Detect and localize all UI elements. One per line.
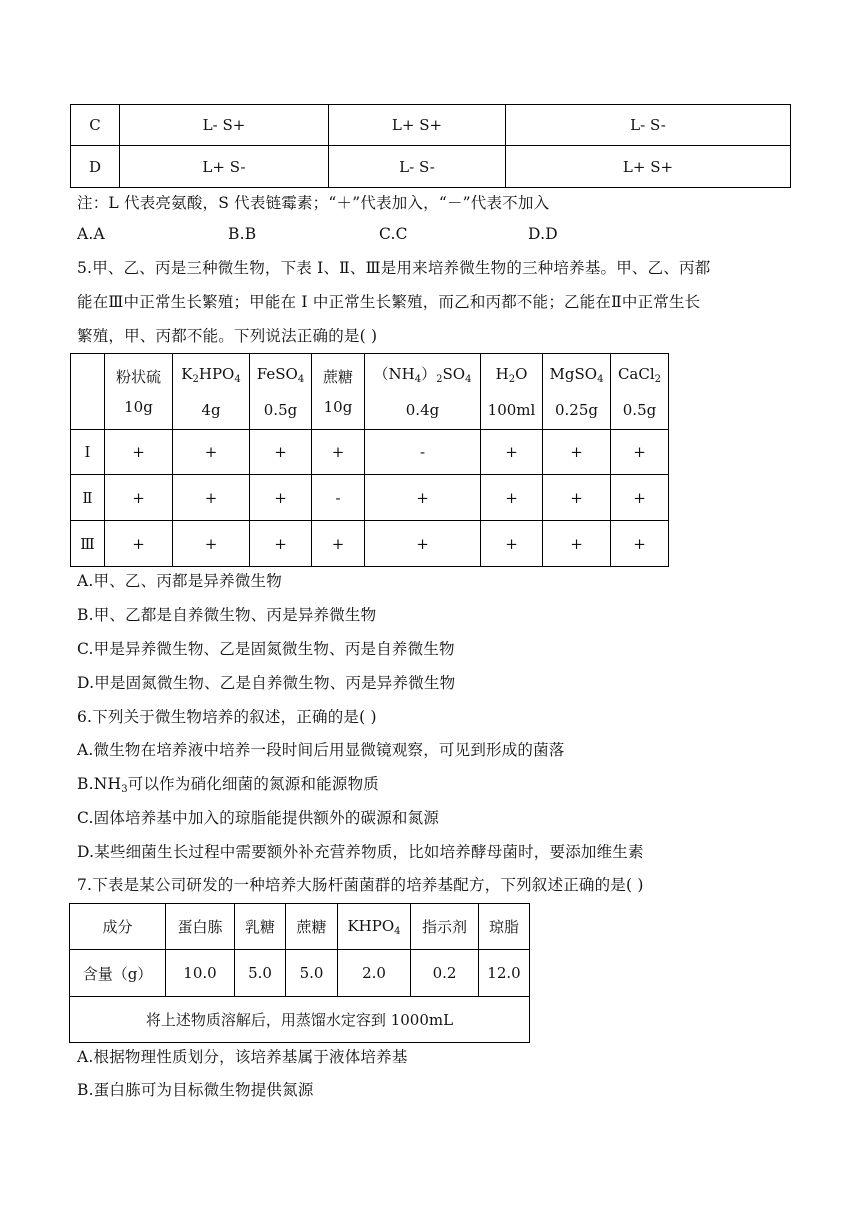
table-cell: 2.0	[338, 950, 411, 997]
table-cell: +	[105, 430, 173, 475]
header-cell: FeSO$_4$ 0.5g	[250, 354, 312, 430]
table-cell: L- S-	[329, 146, 506, 188]
table-cell: +	[105, 521, 173, 567]
row-label: Ⅱ	[71, 475, 105, 521]
table-row	[71, 475, 669, 521]
header-cell: 指示剂	[411, 904, 479, 950]
table-cell: +	[173, 475, 250, 521]
option-a: A.A	[77, 225, 105, 243]
header-cell: $(NH_4)_2SO_4$ 0.4g	[365, 354, 481, 430]
table-cell: -	[365, 430, 481, 475]
table-cell: 5.0	[235, 950, 286, 997]
table-cell: +	[481, 475, 543, 521]
option-b: B.B	[228, 225, 257, 243]
header-cell: $KHPO_4$	[338, 904, 411, 950]
table-cell: C	[71, 105, 120, 146]
header-cell: 蛋白胨	[166, 904, 235, 950]
table-cell: L+ S-	[120, 146, 329, 188]
table-cell: 5.0	[286, 950, 338, 997]
q5-option-c: C.甲是异养微生物、乙是固氮微生物、丙是自养微生物	[77, 640, 455, 658]
table-cell: L+ S+	[506, 146, 791, 188]
table-cell: D	[71, 146, 120, 188]
table-cell: +	[250, 521, 312, 567]
option-c: C.C	[379, 225, 408, 243]
table-cell: +	[611, 475, 669, 521]
table-cell: +	[250, 430, 312, 475]
q7-option-a: A.根据物理性质划分，该培养基属于液体培养基	[77, 1048, 408, 1066]
q4-options	[77, 225, 558, 243]
table-cell: L- S+	[120, 105, 329, 146]
q6-option-b: $B.NH_3$可以作为硝化细菌的氮源和能源物质	[77, 775, 379, 795]
row-label: Ⅰ	[71, 430, 105, 475]
header-cell: 乳糖	[235, 904, 286, 950]
table-cell: +	[543, 430, 611, 475]
table-cell: +	[173, 521, 250, 567]
row-label: 含量（g）	[70, 950, 166, 997]
header-cell: 成分	[70, 904, 166, 950]
table-cell: +	[481, 430, 543, 475]
table-cell: L+ S+	[329, 105, 506, 146]
q5-medium-table	[70, 353, 669, 567]
q5-option-d: D.甲是固氮微生物、乙是自养微生物、丙是异养微生物	[77, 674, 456, 692]
table-cell: +	[105, 475, 173, 521]
table-cell: +	[365, 521, 481, 567]
table-footer: 将上述物质溶解后，用蒸馏水定容到 1000mL	[70, 997, 530, 1043]
table-cell: +	[543, 521, 611, 567]
table-cell: -	[312, 475, 365, 521]
table-cell: +	[611, 521, 669, 567]
table-row	[70, 950, 530, 997]
q5-stem-line1: 5.甲、乙、丙是三种微生物，下表 I、Ⅱ、Ⅲ是用来培养微生物的三种培养基。甲、乙、丙都	[77, 259, 711, 277]
q7-option-b: B.蛋白胨可为目标微生物提供氮源	[77, 1081, 314, 1099]
q4-table-tail	[70, 104, 791, 188]
table-cell: 12.0	[479, 950, 530, 997]
q5-stem-line3: 繁殖，甲、丙都不能。下列说法正确的是( )	[77, 327, 378, 345]
table-row	[71, 521, 669, 567]
header-cell: 蔗糖	[286, 904, 338, 950]
table-row	[71, 430, 669, 475]
table-cell: +	[173, 430, 250, 475]
header-cell: 蔗糖 10g	[312, 354, 365, 430]
table-cell: +	[312, 521, 365, 567]
q7-formula-table	[69, 903, 530, 1043]
table-row	[70, 997, 530, 1043]
table-cell: +	[543, 475, 611, 521]
header-cell: MgSO$_4$ 0.25g	[543, 354, 611, 430]
table-cell: 0.2	[411, 950, 479, 997]
q5-stem-line2: 能在Ⅲ中正常生长繁殖；甲能在 I 中正常生长繁殖，而乙和丙都不能；乙能在Ⅱ中正常生长	[77, 293, 701, 311]
table-cell: +	[611, 430, 669, 475]
header-cell: 粉状硫 10g	[105, 354, 173, 430]
q7-stem: 7.下表是某公司研发的一种培养大肠杆菌菌群的培养基配方，下列叙述正确的是( )	[77, 876, 644, 894]
header-cell: $K_2HPO_4$ 4g	[173, 354, 250, 430]
table-cell: +	[481, 521, 543, 567]
row-label: Ⅲ	[71, 521, 105, 567]
header-cell: 琼脂	[479, 904, 530, 950]
q6-option-a: A.微生物在培养液中培养一段时间后用显微镜观察，可见到形成的菌落	[77, 741, 565, 759]
table-cell: +	[312, 430, 365, 475]
header-cell: CaCl$_2$ 0.5g	[611, 354, 669, 430]
table-cell: L- S-	[506, 105, 791, 146]
option-d: D.D	[528, 225, 558, 243]
table-cell: +	[250, 475, 312, 521]
q6-stem: 6.下列关于微生物培养的叙述，正确的是( )	[77, 708, 377, 726]
header-cell: $H_2O$ 100ml	[481, 354, 543, 430]
table-cell: 10.0	[166, 950, 235, 997]
q6-option-c: C.固体培养基中加入的琼脂能提供额外的碳源和氮源	[77, 809, 440, 827]
note-text: 注：L 代表亮氨酸，S 代表链霉素；“＋”代表加入，“－”代表不加入	[77, 194, 550, 212]
q6-option-d: D.某些细菌生长过程中需要额外补充营养物质，比如培养酵母菌时，要添加维生素	[77, 843, 644, 861]
table-cell: +	[365, 475, 481, 521]
q5-option-a: A.甲、乙、丙都是异养微生物	[77, 572, 282, 590]
table-row	[70, 904, 530, 950]
q5-option-b: B.甲、乙都是自养微生物、丙是异养微生物	[77, 606, 377, 624]
table-corner	[71, 354, 105, 430]
